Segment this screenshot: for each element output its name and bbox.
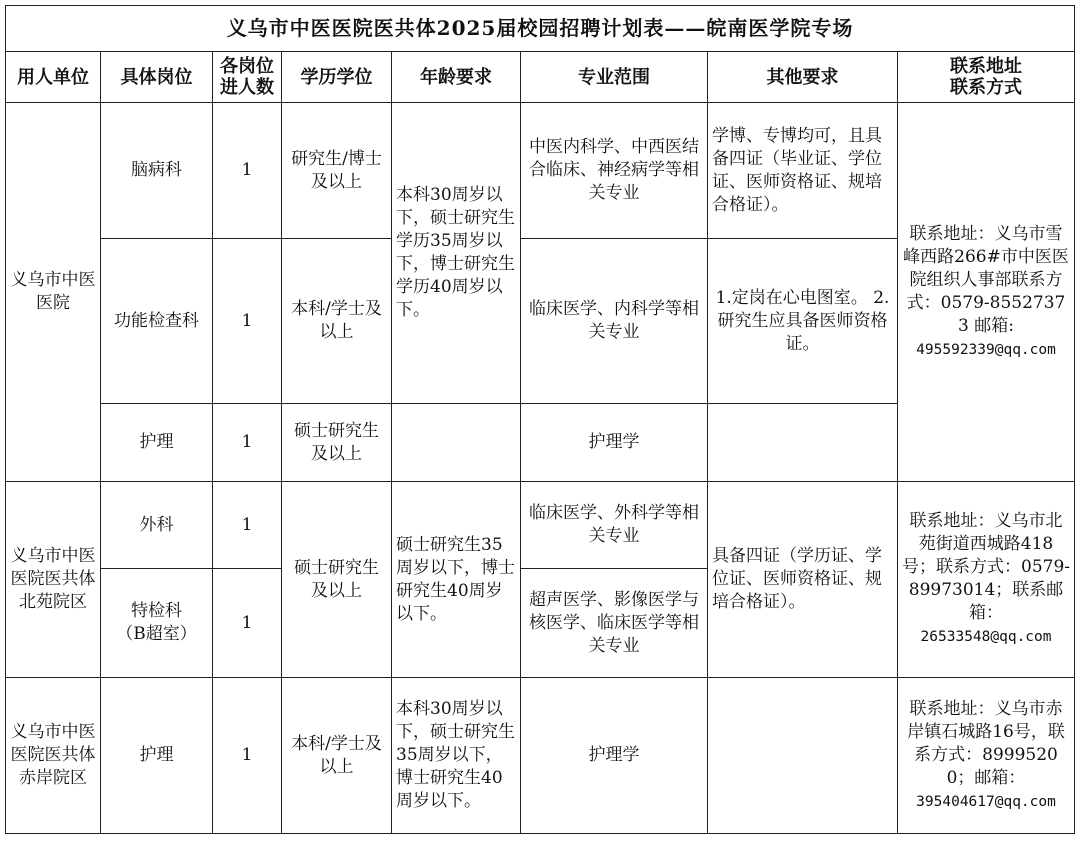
post-cell	[101, 569, 213, 678]
degree-cell: 本科/学士及以上	[282, 239, 392, 404]
header-count	[213, 52, 282, 103]
post-cell: 功能检查科	[101, 239, 213, 404]
post-cell: 外科	[101, 482, 213, 569]
other-cell: 学博、专博均可，且具备四证（毕业证、学位证、医师资格证、规培合格证）。	[708, 103, 898, 239]
count-cell: 1	[213, 678, 282, 834]
header-age: 年龄要求	[392, 52, 521, 103]
header-degree: 学历学位	[282, 52, 392, 103]
header-major: 专业范围	[521, 52, 708, 103]
header-contact-line1: 联系地址	[950, 56, 1023, 77]
contact-text: 联系地址：义乌市赤岸镇石城路16号，联系方式：89995200；邮箱：	[907, 698, 1065, 788]
header-count-line2: 进人数	[220, 77, 274, 98]
contact-text: 联系地址：义乌市雪峰西路266#市中医医院组织人事部联系方式：0579-85527373 邮箱:	[903, 223, 1069, 336]
count-cell: 1	[213, 239, 282, 404]
age-cell: 硕士研究生35周岁以下，博士研究生40周岁以下。	[392, 482, 521, 678]
degree-cell: 硕士研究生及以上	[282, 482, 392, 678]
count-cell: 1	[213, 569, 282, 678]
recruitment-plan-table	[5, 5, 1075, 834]
post-cell: 护理	[101, 678, 213, 834]
table-row	[6, 678, 1075, 834]
contact-text: 联系地址：义乌市北苑街道西城路418号；联系方式：0579-89973014；联系邮箱：	[902, 511, 1071, 623]
contact-cell	[898, 678, 1075, 834]
degree-cell: 本科/学士及以上	[282, 678, 392, 834]
count-cell: 1	[213, 482, 282, 569]
age-cell	[392, 404, 521, 482]
other-cell	[708, 404, 898, 482]
other-cell: 具备四证（学历证、学位证、医师资格证、规培合格证）。	[708, 482, 898, 678]
contact-cell	[898, 103, 1075, 482]
age-cell: 本科30周岁以下，硕士研究生35周岁以下，博士研究生40周岁以下。	[392, 678, 521, 834]
recruitment-plan-sheet	[5, 5, 1074, 837]
contact-email: 26533548@qq.com	[920, 629, 1052, 645]
header-post: 具体岗位	[101, 52, 213, 103]
post-cell: 脑病科	[101, 103, 213, 239]
major-cell: 中医内科学、中西医结合临床、神经病学等相关专业	[521, 103, 708, 239]
major-cell: 临床医学、内科学等相关专业	[521, 239, 708, 404]
header-count-line1: 各岗位	[220, 56, 274, 77]
count-cell: 1	[213, 404, 282, 482]
major-cell: 超声医学、影像医学与核医学、临床医学等相关专业	[521, 569, 708, 678]
other-cell	[708, 678, 898, 834]
post-name: 特检科	[131, 601, 182, 621]
degree-cell: 硕士研究生及以上	[282, 404, 392, 482]
major-cell: 护理学	[521, 678, 708, 834]
unit-cell: 义乌市中医医院医共体北苑院区	[6, 482, 101, 678]
post-subtitle: （B超室）	[116, 624, 197, 644]
other-cell: 1.定岗在心电图室。 2.研究生应具备医师资格证。	[708, 239, 898, 404]
degree-cell: 研究生/博士及以上	[282, 103, 392, 239]
age-cell: 本科30周岁以下，硕士研究生学历35周岁以下，博士研究生学历40周岁以下。	[392, 103, 521, 404]
major-cell: 临床医学、外科学等相关专业	[521, 482, 708, 569]
table-row	[6, 103, 1075, 239]
header-contact	[898, 52, 1075, 103]
major-cell: 护理学	[521, 404, 708, 482]
contact-email: 395404617@qq.com	[916, 793, 1056, 810]
header-other: 其他要求	[708, 52, 898, 103]
table-title: 义乌市中医医院医共体2025届校园招聘计划表——皖南医学院专场	[6, 6, 1075, 52]
contact-email: 495592339@qq.com	[916, 341, 1056, 358]
contact-cell	[898, 482, 1075, 678]
unit-cell: 义乌市中医医院医共体赤岸院区	[6, 678, 101, 834]
header-contact-line2: 联系方式	[950, 77, 1023, 98]
unit-cell: 义乌市中医医院	[6, 103, 101, 482]
post-cell: 护理	[101, 404, 213, 482]
table-row	[6, 482, 1075, 569]
header-unit: 用人单位	[6, 52, 101, 103]
count-cell: 1	[213, 103, 282, 239]
header-row	[6, 52, 1075, 103]
